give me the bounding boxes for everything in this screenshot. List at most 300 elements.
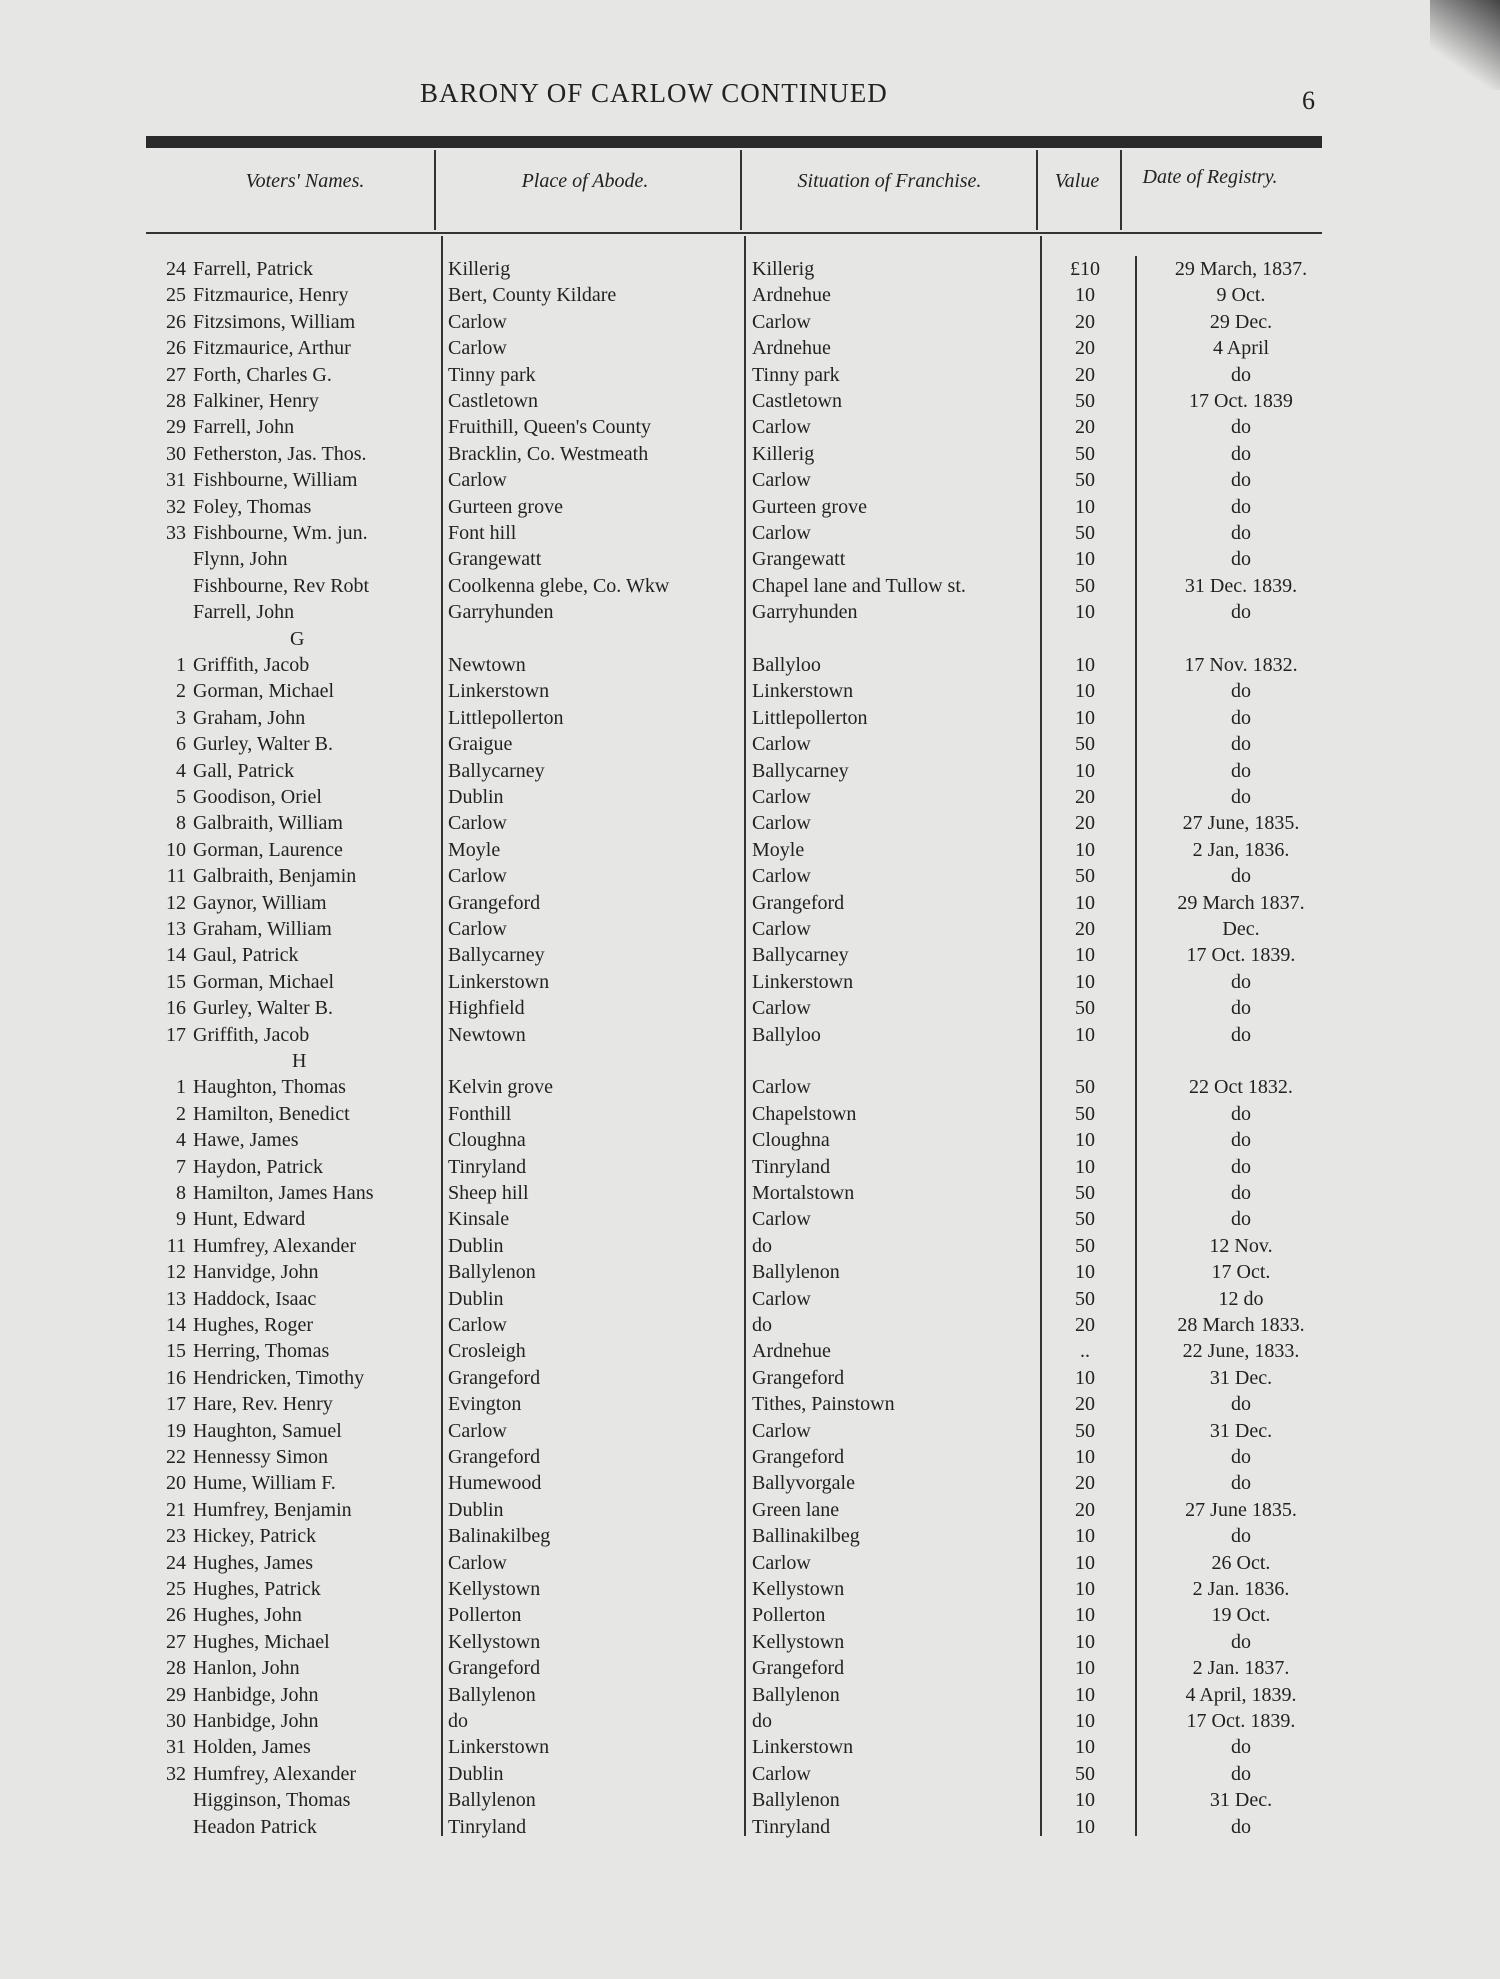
franchise-value: 10 [1075,1525,1095,1547]
franchise-value: 10 [1075,1024,1095,1046]
table-row [0,390,1500,416]
franchise-value: £10 [1070,258,1100,280]
voter-number: 13 [166,918,186,940]
table-row [0,1182,1500,1208]
voter-number: 24 [166,258,186,280]
voter-name: Fetherston, Jas. Thos. [193,443,367,465]
date-of-registry: 2 Jan. 1836. [1192,1578,1290,1600]
date-of-registry: do [1231,1816,1251,1838]
place-of-abode: Carlow [448,337,507,359]
date-of-registry: do [1231,707,1251,729]
date-of-registry: do [1231,1024,1251,1046]
voter-name: Farrell, Patrick [193,258,313,280]
place-of-abode: Kinsale [448,1208,510,1230]
place-of-abode: Evington [448,1393,522,1415]
voter-name: Fitzmaurice, Arthur [193,337,351,359]
voter-number: 7 [176,1156,186,1178]
voter-name: Haughton, Samuel [193,1420,342,1442]
franchise-value: 50 [1075,997,1095,1019]
place-of-abode: Grangeford [448,1657,541,1679]
date-of-registry: do [1231,1393,1251,1415]
table-row [0,760,1500,786]
place-of-abode: Linkerstown [448,971,550,993]
place-of-abode: do [448,1710,468,1732]
franchise-value: 10 [1075,707,1095,729]
voter-number: 26 [166,1604,186,1626]
table-row [0,443,1500,469]
situation-of-franchise: Kellystown [752,1578,845,1600]
section-letter: H [292,1050,307,1072]
header-divider [1036,150,1038,230]
situation-of-franchise: Castletown [752,390,842,412]
situation-of-franchise: Kellystown [752,1631,845,1653]
franchise-value: 20 [1075,311,1095,333]
place-of-abode: Carlow [448,1552,507,1574]
voter-number: 8 [176,1182,186,1204]
franchise-value: 10 [1075,1736,1095,1758]
situation-of-franchise: Grangeford [752,1657,845,1679]
voter-name: Haydon, Patrick [193,1156,323,1178]
voter-number: 14 [166,1314,186,1336]
date-of-registry: do [1231,416,1251,438]
franchise-value: 20 [1075,1472,1095,1494]
table-row [0,918,1500,944]
table-row [0,337,1500,363]
voter-number: 22 [166,1446,186,1468]
voter-name: Hume, William F. [193,1472,336,1494]
table-row [0,1684,1500,1710]
voter-name: Farrell, John [193,601,295,623]
franchise-value: 50 [1075,575,1095,597]
place-of-abode: Fruithill, Queen's County [448,416,652,438]
situation-of-franchise: Carlow [752,1420,811,1442]
table-row [0,311,1500,337]
date-of-registry: 9 Oct. [1216,284,1266,306]
situation-of-franchise: Linkerstown [752,971,854,993]
place-of-abode: Linkerstown [448,1736,550,1758]
voter-number: 27 [166,1631,186,1653]
place-of-abode: Pollerton [448,1604,522,1626]
voter-number: 23 [166,1525,186,1547]
voter-name: Gorman, Michael [193,680,335,702]
table-row [0,364,1500,390]
voter-name: Higginson, Thomas [193,1789,351,1811]
voter-number: 16 [166,997,186,1019]
table-row [0,1789,1500,1815]
franchise-value: 10 [1075,1631,1095,1653]
situation-of-franchise: Ballylenon [752,1684,840,1706]
date-of-registry: 12 do [1218,1288,1264,1310]
voter-number: 9 [176,1208,186,1230]
voter-name: Galbraith, Benjamin [193,865,357,887]
place-of-abode: Ballylenon [448,1261,536,1283]
table-row [0,1736,1500,1762]
table-row [0,1472,1500,1498]
situation-of-franchise: Moyle [752,839,805,861]
franchise-value: .. [1080,1340,1090,1362]
voter-number: 32 [166,496,186,518]
franchise-value: 10 [1075,1552,1095,1574]
place-of-abode: Grangeford [448,1367,541,1389]
table-row [0,1261,1500,1287]
voter-number: 29 [166,416,186,438]
place-of-abode: Gurteen grove [448,496,563,518]
table-row [0,469,1500,495]
header-value: Value [1054,170,1100,192]
place-of-abode: Newtown [448,1024,526,1046]
table-row [0,1446,1500,1472]
header-bottom-rule [146,232,1322,234]
situation-of-franchise: Tinryland [752,1816,831,1838]
place-of-abode: Carlow [448,469,507,491]
table-row [0,496,1500,522]
situation-of-franchise: Linkerstown [752,1736,854,1758]
table-row [0,786,1500,812]
table-row [0,548,1500,574]
place-of-abode: Grangeford [448,892,541,914]
situation-of-franchise: Grangeford [752,1446,845,1468]
place-of-abode: Ballycarney [448,944,545,966]
place-of-abode: Dublin [448,1235,504,1257]
table-row [0,1235,1500,1261]
franchise-value: 20 [1075,1314,1095,1336]
voter-name: Haddock, Isaac [193,1288,317,1310]
place-of-abode: Castletown [448,390,538,412]
table-row [0,1129,1500,1155]
situation-of-franchise: Ballylenon [752,1261,840,1283]
voter-name: Hughes, Michael [193,1631,330,1653]
voter-name: Hennessy Simon [193,1446,328,1468]
voter-name: Herring, Thomas [193,1340,330,1362]
situation-of-franchise: Ardnehue [752,337,831,359]
place-of-abode: Moyle [448,839,501,861]
place-of-abode: Killerig [448,258,511,280]
situation-of-franchise: Grangewatt [752,548,846,570]
situation-of-franchise: Grangeford [752,1367,845,1389]
table-row [0,680,1500,706]
date-of-registry: do [1231,1208,1251,1230]
voter-name: Fishbourne, Wm. jun. [193,522,368,544]
voter-name: Gorman, Michael [193,971,335,993]
table-row [0,892,1500,918]
voter-number: 11 [166,1235,186,1257]
date-of-registry: 19 Oct. [1211,1604,1271,1626]
date-of-registry: do [1231,786,1251,808]
table-row [0,1763,1500,1789]
place-of-abode: Tinryland [448,1816,527,1838]
franchise-value: 50 [1075,469,1095,491]
situation-of-franchise: Cloughna [752,1129,830,1151]
date-of-registry: do [1231,1103,1251,1125]
situation-of-franchise: Tinryland [752,1156,831,1178]
date-of-registry: do [1231,1631,1251,1653]
page-title: BARONY OF CARLOW CONTINUED [420,78,888,108]
table-row [0,1076,1500,1102]
voter-name: Hamilton, James Hans [193,1182,374,1204]
table-row [0,1525,1500,1551]
place-of-abode: Carlow [448,865,507,887]
voter-name: Gaul, Patrick [193,944,299,966]
situation-of-franchise: Carlow [752,733,811,755]
situation-of-franchise: Carlow [752,1288,811,1310]
voter-name: Griffith, Jacob [193,654,310,676]
franchise-value: 10 [1075,1604,1095,1626]
section-letter: G [290,628,305,650]
date-of-registry: do [1231,760,1251,782]
table-row [0,1816,1500,1842]
date-of-registry: do [1231,1472,1251,1494]
voter-number: 17 [166,1024,186,1046]
situation-of-franchise: Carlow [752,997,811,1019]
voter-name: Hanbidge, John [193,1684,319,1706]
voter-number: 12 [166,1261,186,1283]
place-of-abode: Balinakilbeg [448,1525,551,1547]
place-of-abode: Dublin [448,1763,504,1785]
franchise-value: 10 [1075,839,1095,861]
table-row [0,1288,1500,1314]
place-of-abode: Dublin [448,1499,504,1521]
voter-name: Fitzmaurice, Henry [193,284,349,306]
place-of-abode: Garryhunden [448,601,554,623]
voter-number: 3 [176,707,186,729]
table-row [0,1156,1500,1182]
page-number: 6 [1302,86,1315,115]
franchise-value: 20 [1075,337,1095,359]
franchise-value: 50 [1075,1763,1095,1785]
voter-name: Humfrey, Benjamin [193,1499,352,1521]
franchise-value: 10 [1075,1789,1095,1811]
situation-of-franchise: Ballyloo [752,1024,821,1046]
franchise-value: 10 [1075,760,1095,782]
situation-of-franchise: Carlow [752,1076,811,1098]
place-of-abode: Carlow [448,311,507,333]
table-row [0,1499,1500,1525]
date-of-registry: 31 Dec. 1839. [1184,575,1298,597]
franchise-value: 10 [1075,284,1095,306]
situation-of-franchise: Tinny park [752,364,840,386]
table-row [0,812,1500,838]
franchise-value: 50 [1075,865,1095,887]
voter-number: 31 [166,469,186,491]
place-of-abode: Linkerstown [448,680,550,702]
voter-name: Gorman, Laurence [193,839,343,861]
franchise-value: 50 [1075,522,1095,544]
place-of-abode: Carlow [448,1314,507,1336]
place-of-abode: Littlepollerton [448,707,564,729]
situation-of-franchise: Carlow [752,522,811,544]
place-of-abode: Font hill [448,522,517,544]
franchise-value: 50 [1075,1288,1095,1310]
table-row [0,575,1500,601]
voter-name: Gall, Patrick [193,760,295,782]
voter-name: Fishbourne, William [193,469,358,491]
voter-number: 27 [166,364,186,386]
date-of-registry: do [1231,601,1251,623]
situation-of-franchise: Linkerstown [752,680,854,702]
table-row [0,1420,1500,1446]
table-row [0,601,1500,627]
franchise-value: 10 [1075,971,1095,993]
header-divider [740,150,742,230]
place-of-abode: Grangewatt [448,548,542,570]
franchise-value: 10 [1075,1261,1095,1283]
situation-of-franchise: Carlow [752,1763,811,1785]
voter-number: 28 [166,390,186,412]
franchise-value: 10 [1075,548,1095,570]
date-of-registry: 17 Oct. 1839 [1189,390,1293,412]
table-row [0,1552,1500,1578]
voter-number: 31 [166,1736,186,1758]
situation-of-franchise: Ardnehue [752,284,831,306]
franchise-value: 20 [1075,1393,1095,1415]
place-of-abode: Kelvin grove [448,1076,553,1098]
voter-name: Griffith, Jacob [193,1024,310,1046]
voter-number: 28 [166,1657,186,1679]
voter-name: Humfrey, Alexander [193,1763,357,1785]
situation-of-franchise: Killerig [752,258,815,280]
situation-of-franchise: Garryhunden [752,601,858,623]
table-row [0,416,1500,442]
voter-number: 25 [166,1578,186,1600]
date-of-registry: 17 Oct. 1839. [1186,1710,1296,1732]
table-row [0,707,1500,733]
table-row [0,1657,1500,1683]
date-of-registry: 2 Jan, 1836. [1192,839,1290,861]
situation-of-franchise: Ardnehue [752,1340,831,1362]
table-row [0,1604,1500,1630]
header-voters-names: Voters' Names. [245,170,365,192]
voter-name: Hughes, James [193,1552,313,1574]
voter-number: 15 [166,1340,186,1362]
place-of-abode: Ballycarney [448,760,545,782]
situation-of-franchise: Grangeford [752,892,845,914]
voter-name: Gurley, Walter B. [193,997,334,1019]
page-corner-shadow [1430,0,1500,90]
voter-name: Hanvidge, John [193,1261,319,1283]
date-of-registry: do [1231,1525,1251,1547]
voter-name: Forth, Charles G. [193,364,332,386]
place-of-abode: Cloughna [448,1129,526,1151]
voter-number: 26 [166,337,186,359]
date-of-registry: 27 June, 1835. [1182,812,1300,834]
voter-name: Flynn, John [193,548,288,570]
franchise-value: 10 [1075,1684,1095,1706]
date-of-registry: 17 Oct. 1839. [1186,944,1296,966]
situation-of-franchise: Littlepollerton [752,707,868,729]
franchise-value: 20 [1075,364,1095,386]
place-of-abode: Highfield [448,997,525,1019]
voter-name: Hughes, Patrick [193,1578,321,1600]
franchise-value: 50 [1075,390,1095,412]
date-of-registry: do [1231,496,1251,518]
voter-name: Goodison, Oriel [193,786,322,808]
franchise-value: 20 [1075,918,1095,940]
voter-name: Humfrey, Alexander [193,1235,357,1257]
header-divider [1120,150,1122,230]
franchise-value: 10 [1075,1129,1095,1151]
voter-name: Hughes, Roger [193,1314,313,1336]
date-of-registry: 17 Nov. 1832. [1184,654,1298,676]
situation-of-franchise: do [752,1710,772,1732]
place-of-abode: Carlow [448,1420,507,1442]
franchise-value: 10 [1075,1657,1095,1679]
situation-of-franchise: Ballycarney [752,944,849,966]
place-of-abode: Carlow [448,812,507,834]
voter-name: Farrell, John [193,416,295,438]
date-of-registry: 28 March 1833. [1177,1314,1305,1336]
table-row [0,1314,1500,1340]
voter-name: Foley, Thomas [193,496,312,518]
place-of-abode: Graigue [448,733,513,755]
date-of-registry: 22 Oct 1832. [1189,1076,1293,1098]
voter-name: Hickey, Patrick [193,1525,317,1547]
table-row [0,733,1500,759]
table-row [0,1024,1500,1050]
franchise-value: 50 [1075,1103,1095,1125]
voter-number: 4 [176,760,186,782]
date-of-registry: do [1231,1736,1251,1758]
franchise-value: 20 [1075,786,1095,808]
voter-name: Holden, James [193,1736,311,1758]
date-of-registry: 12 Nov. [1209,1235,1273,1257]
table-row [0,997,1500,1023]
table-row [0,522,1500,548]
table-row [0,654,1500,680]
place-of-abode: Kellystown [448,1578,541,1600]
voter-number: 20 [166,1472,186,1494]
date-of-registry: 31 Dec. [1209,1789,1273,1811]
table-row [0,258,1500,284]
voter-name: Headon Patrick [193,1816,317,1838]
franchise-value: 10 [1075,601,1095,623]
voter-number: 32 [166,1763,186,1785]
date-of-registry: 4 April, 1839. [1185,1684,1297,1706]
date-of-registry: do [1231,469,1251,491]
voter-number: 16 [166,1367,186,1389]
situation-of-franchise: Carlow [752,1208,811,1230]
situation-of-franchise: Ballycarney [752,760,849,782]
date-of-registry: do [1231,1129,1251,1151]
situation-of-franchise: Ballylenon [752,1789,840,1811]
voter-name: Fitzsimons, William [193,311,356,333]
franchise-value: 10 [1075,1710,1095,1732]
header-situation-of-franchise: Situation of Franchise. [797,170,982,192]
table-row [0,1208,1500,1234]
voter-number: 1 [176,1076,186,1098]
place-of-abode: Tinryland [448,1156,527,1178]
franchise-value: 10 [1075,892,1095,914]
table-row [0,865,1500,891]
place-of-abode: Grangeford [448,1446,541,1468]
situation-of-franchise: Carlow [752,918,811,940]
voter-number: 24 [166,1552,186,1574]
table-row [0,1393,1500,1419]
place-of-abode: Ballylenon [448,1684,536,1706]
situation-of-franchise: Ballinakilbeg [752,1525,860,1547]
date-of-registry: 29 Dec. [1209,311,1273,333]
situation-of-franchise: Carlow [752,469,811,491]
situation-of-franchise: Carlow [752,812,811,834]
place-of-abode: Humewood [448,1472,542,1494]
franchise-value: 50 [1075,1208,1095,1230]
franchise-value: 10 [1075,680,1095,702]
date-of-registry: 31 Dec. [1209,1367,1273,1389]
date-of-registry: do [1231,522,1251,544]
voter-name: Hughes, John [193,1604,302,1626]
date-of-registry: 2 Jan. 1837. [1192,1657,1290,1679]
voter-number: 11 [166,865,186,887]
franchise-value: 10 [1075,1578,1095,1600]
